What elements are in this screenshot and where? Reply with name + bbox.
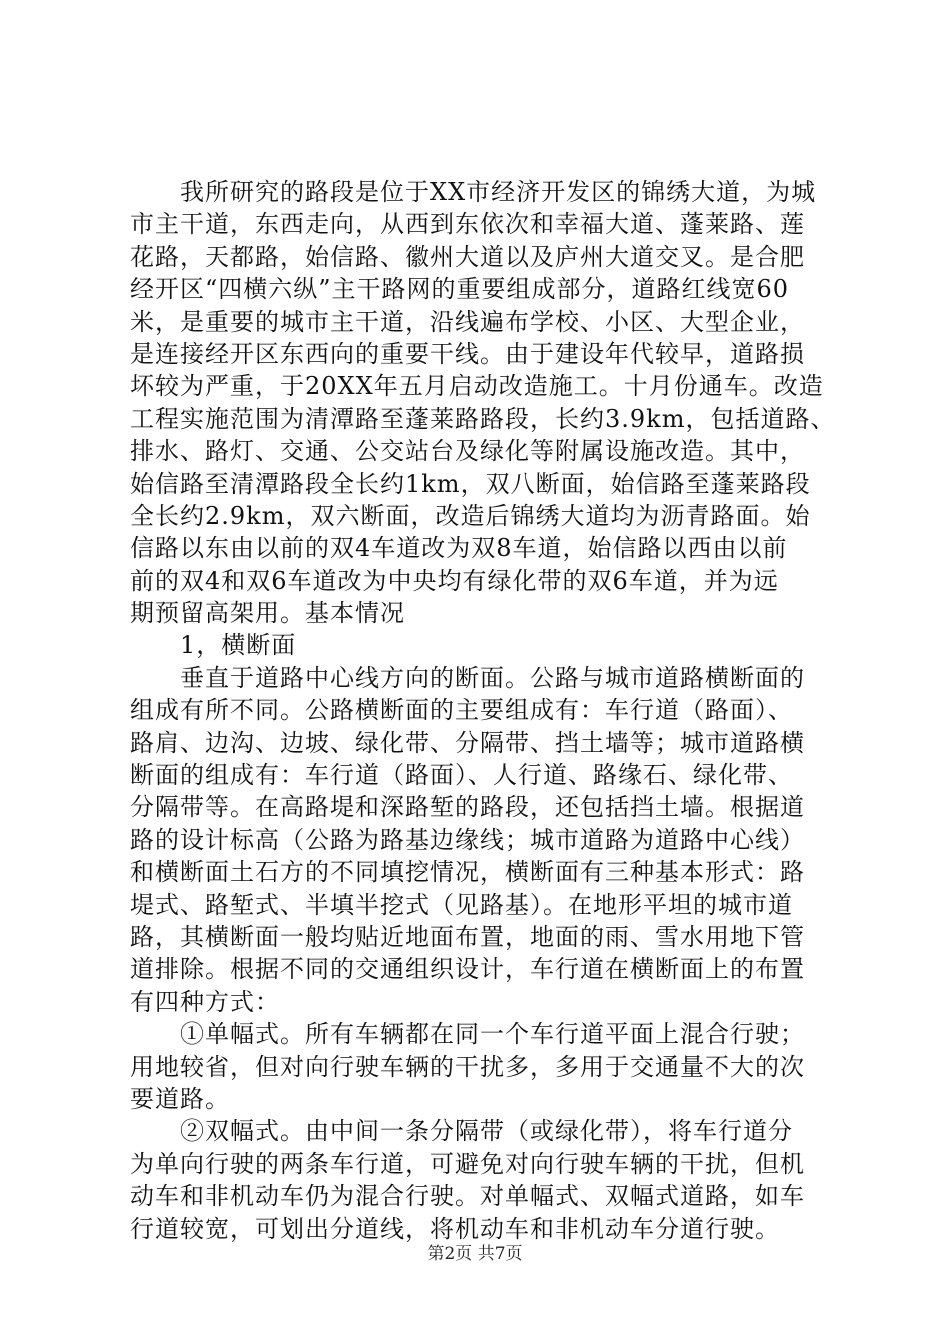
text-line: 为单向行驶的两条车行道，可避免对向行驶车辆的干扰，但机 (130, 1149, 805, 1178)
text-line: 路肩、边沟、边坡、绿化带、分隔带、挡土墙等；城市道路横 (130, 728, 805, 757)
text-line: 始信路至清潭路段全长约1km，双八断面，始信路至蓬莱路段 (130, 469, 811, 498)
text-line: ①单幅式。所有车辆都在同一个车行道平面上混合行驶； (130, 1020, 805, 1049)
text-line: 经开区“四横六纵”主干路网的重要组成部分，道路红线宽60 (130, 275, 790, 304)
section-heading: 1，横断面 (130, 631, 297, 660)
text-line: 用地较省，但对向行驶车辆的干扰多，多用于交通量不大的次 (130, 1052, 805, 1081)
text-line: 是连接经开区东西向的重要干线。由于建设年代较早，道路损 (130, 339, 805, 368)
text-line: 花路，天都路，始信路、徽州大道以及庐州大道交叉。是合肥 (130, 242, 805, 271)
text-line: 和横断面土石方的不同填挖情况，横断面有三种基本形式：路 (130, 858, 805, 887)
text-line: 垂直于道路中心线方向的断面。公路与城市道路横断面的 (130, 663, 805, 692)
text-line: 全长约2.9km，双六断面，改造后锦绣大道均为沥青路面。始 (130, 501, 811, 530)
text-line: 有四种方式： (130, 987, 280, 1016)
text-line: 坏较为严重，于20XX年五月启动改造施工。十月份通车。改造 (130, 372, 824, 401)
text-line: 路，其横断面一般均贴近地面布置，地面的雨、雪水用地下管 (130, 922, 805, 951)
text-line: 工程实施范围为清潭路至蓬莱路路段，长约3.9km，包括道路、 (130, 404, 836, 433)
text-line: 断面的组成有：车行道（路面）、人行道、路缘石、绿化带、 (130, 761, 793, 790)
text-line: 路的设计标高（公路为路基边缘线；城市道路为道路中心线） (130, 825, 805, 854)
body-text (130, 176, 836, 1245)
text-line: 市主干道，东西走向，从西到东依次和幸福大道、蓬莱路、莲 (130, 210, 805, 239)
text-line: 期预留高架用。基本情况 (130, 599, 405, 628)
page-number: 第2页 共7页 (427, 1244, 523, 1264)
text-line: 信路以东由以前的双4车道改为双8车道，始信路以西由以前 (130, 534, 788, 563)
text-line: 排水、路灯、交通、公交站台及绿化等附属设施改造。其中， (130, 437, 805, 466)
text-line: 要道路。 (130, 1084, 230, 1113)
text-line: 道排除。根据不同的交通组织设计，车行道在横断面上的布置 (130, 955, 805, 984)
text-line: 组成有所不同。公路横断面的主要组成有：车行道（路面）、 (130, 696, 793, 725)
text-line: 前的双4和双6车道改为中央均有绿化带的双6车道，并为远 (130, 566, 779, 595)
text-line: 分隔带等。在高路堤和深路堑的路段，还包括挡土墙。根据道 (130, 793, 805, 822)
page-footer (0, 1243, 950, 1265)
text-line: 行道较宽，可划出分道线，将机动车和非机动车分道行驶。 (130, 1214, 780, 1243)
text-line: ②双幅式。由中间一条分隔带（或绿化带），将车行道分 (130, 1117, 793, 1146)
text-line: 我所研究的路段是位于XX市经济开发区的锦绣大道，为城 (130, 178, 817, 206)
text-line: 堤式、路堑式、半填半挖式（见路基）。在地形平坦的城市道 (130, 890, 793, 919)
text-line: 米，是重要的城市主干道，沿线遍布学校、小区、大型企业， (130, 307, 805, 336)
text-line: 动车和非机动车仍为混合行驶。对单幅式、双幅式道路，如车 (130, 1182, 805, 1211)
